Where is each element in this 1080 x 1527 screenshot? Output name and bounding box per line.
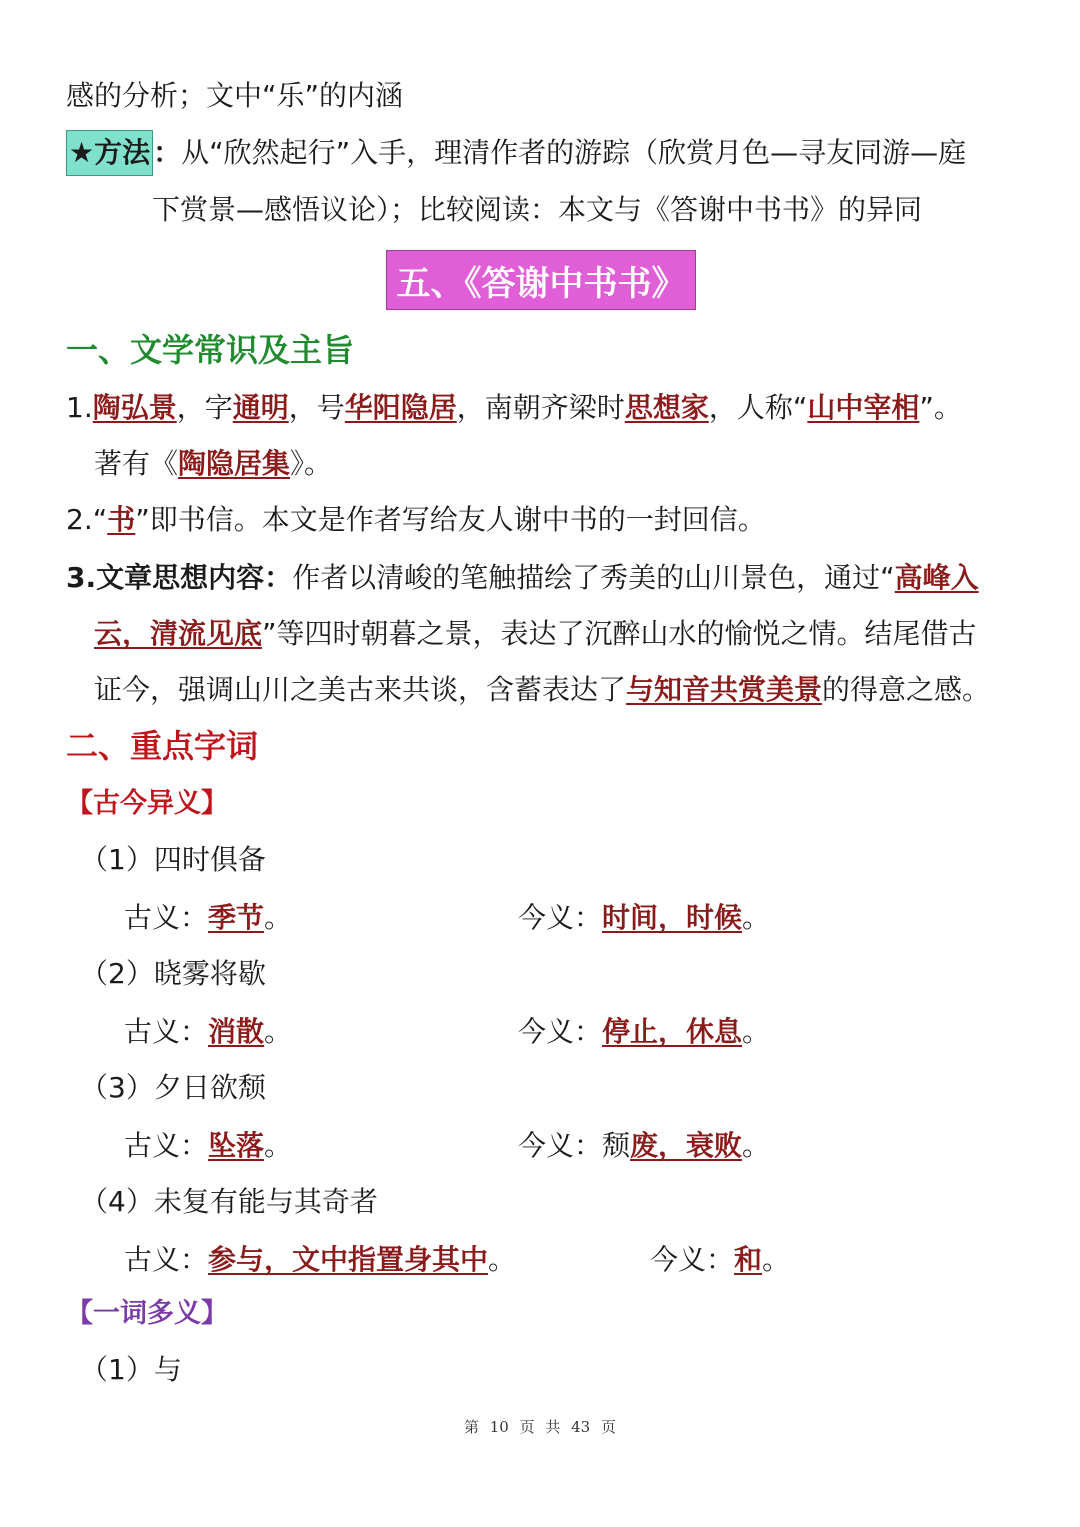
item-1-line-2	[94, 444, 332, 484]
jin-label: 今义：	[518, 1015, 603, 1048]
highlight: 云，清流见底	[94, 617, 263, 650]
gu-meaning: 坠落	[208, 1129, 265, 1162]
jin-label: 今义：	[650, 1243, 735, 1276]
gujin-item-2-gu	[124, 1012, 292, 1052]
intro-tail-text: 感的分析；文中“乐”的内涵	[66, 79, 404, 112]
method-tag: ★方法	[66, 130, 153, 176]
text: ，人称“	[708, 391, 808, 424]
item-3-line-2	[94, 614, 977, 654]
period: 。	[264, 1129, 293, 1162]
method-text-2: 下赏景—感悟议论）；比较阅读：本文与《答谢中书书》的异同	[152, 193, 923, 226]
method-colon: ：	[153, 136, 182, 169]
period: 。	[742, 1015, 771, 1048]
gujin-item-4-jin	[650, 1240, 790, 1280]
item-3-label: 3.文章思想内容：	[66, 561, 293, 594]
jin-label: 今义：	[518, 1129, 603, 1162]
author-role: 思想家	[624, 391, 709, 424]
author-name: 陶弘景	[92, 391, 177, 424]
text: 2.“	[66, 503, 108, 536]
gujin-item-1-jin	[518, 898, 770, 938]
section-title: 五、《答谢中书书》	[386, 250, 696, 310]
gu-meaning: 消散	[208, 1015, 265, 1048]
text: ，字	[176, 391, 233, 424]
gujin-item-1-gu	[124, 898, 292, 938]
jin-meaning: 停止，休息	[602, 1015, 743, 1048]
gujin-item-2-title: （2）晓雾将歇	[80, 957, 266, 990]
highlight: 与知音共赏美景	[626, 673, 823, 706]
label-yici-duoyi: 【一词多义】	[66, 1298, 228, 1329]
period: 。	[742, 901, 771, 934]
text: 证今，强调山川之美古来共谈，含蓄表达了	[94, 673, 627, 706]
gujin-item-3-title: （3）夕日欲颓	[80, 1071, 266, 1104]
courtesy-name: 通明	[232, 391, 289, 424]
page-footer: 第 10 页 共 43 页	[463, 1418, 616, 1436]
text: ，南朝齐梁时	[456, 391, 625, 424]
text: 颓	[602, 1129, 631, 1162]
period: 。	[742, 1129, 771, 1162]
gu-label: 古义：	[124, 901, 209, 934]
gujin-item-4-title: （4）未复有能与其奇者	[80, 1185, 378, 1218]
gujin-item-4-gu	[124, 1240, 516, 1280]
item-1-line-1	[66, 388, 962, 428]
art-name: 华阳隐居	[344, 391, 457, 424]
gu-label: 古义：	[124, 1015, 209, 1048]
gu-meaning: 参与，文中指置身其中	[208, 1243, 489, 1276]
label-gujin-yiyi: 【古今异义】	[66, 788, 228, 819]
item-2	[66, 500, 766, 540]
highlight: 高峰入	[894, 561, 979, 594]
text: ”。	[919, 391, 962, 424]
text: ”即书信。本文是作者写给友人谢中书的一封回信。	[135, 503, 766, 536]
method-line-1	[66, 130, 966, 176]
gu-label: 古义：	[124, 1129, 209, 1162]
text: 作者以清峻的笔触描绘了秀美的山川景色，通过“	[292, 561, 895, 594]
period: 。	[264, 901, 293, 934]
book-title: 陶隐居集	[178, 447, 291, 480]
item-3-line-3	[94, 670, 990, 710]
text: ”等四时朝暮之景，表达了沉醉山水的愉悦之情。结尾借古	[262, 617, 977, 650]
gujin-item-1-title: （1）四时俱备	[80, 843, 266, 876]
gujin-item-2-jin	[518, 1012, 770, 1052]
jin-meaning: 和	[734, 1243, 763, 1276]
gu-label: 古义：	[124, 1243, 209, 1276]
yici-item-1-title: （1）与	[80, 1353, 182, 1386]
item-3-line-1	[66, 558, 979, 598]
author-title: 山中宰相	[807, 391, 920, 424]
item-number: 1.	[66, 391, 93, 424]
heading-literary-knowledge: 一、文学常识及主旨	[66, 331, 355, 369]
gu-meaning: 季节	[208, 901, 265, 934]
text: 著有《	[94, 447, 179, 480]
jin-meaning: 时间，时候	[602, 901, 743, 934]
gujin-item-3-jin	[518, 1126, 770, 1166]
text: 》。	[290, 447, 333, 480]
period: 。	[264, 1015, 293, 1048]
method-text-1: 从“欣然起行”入手，理清作者的游踪（欣赏月色—寻友同游—庭	[181, 136, 967, 169]
text: 的得意之感。	[822, 673, 991, 706]
jin-meaning: 废，衰败	[630, 1129, 743, 1162]
period: 。	[762, 1243, 791, 1276]
jin-label: 今义：	[518, 901, 603, 934]
text: ，号	[288, 391, 345, 424]
gujin-item-3-gu	[124, 1126, 292, 1166]
heading-key-words: 二、重点字词	[66, 727, 259, 765]
period: 。	[488, 1243, 517, 1276]
key-word: 书	[107, 503, 136, 536]
